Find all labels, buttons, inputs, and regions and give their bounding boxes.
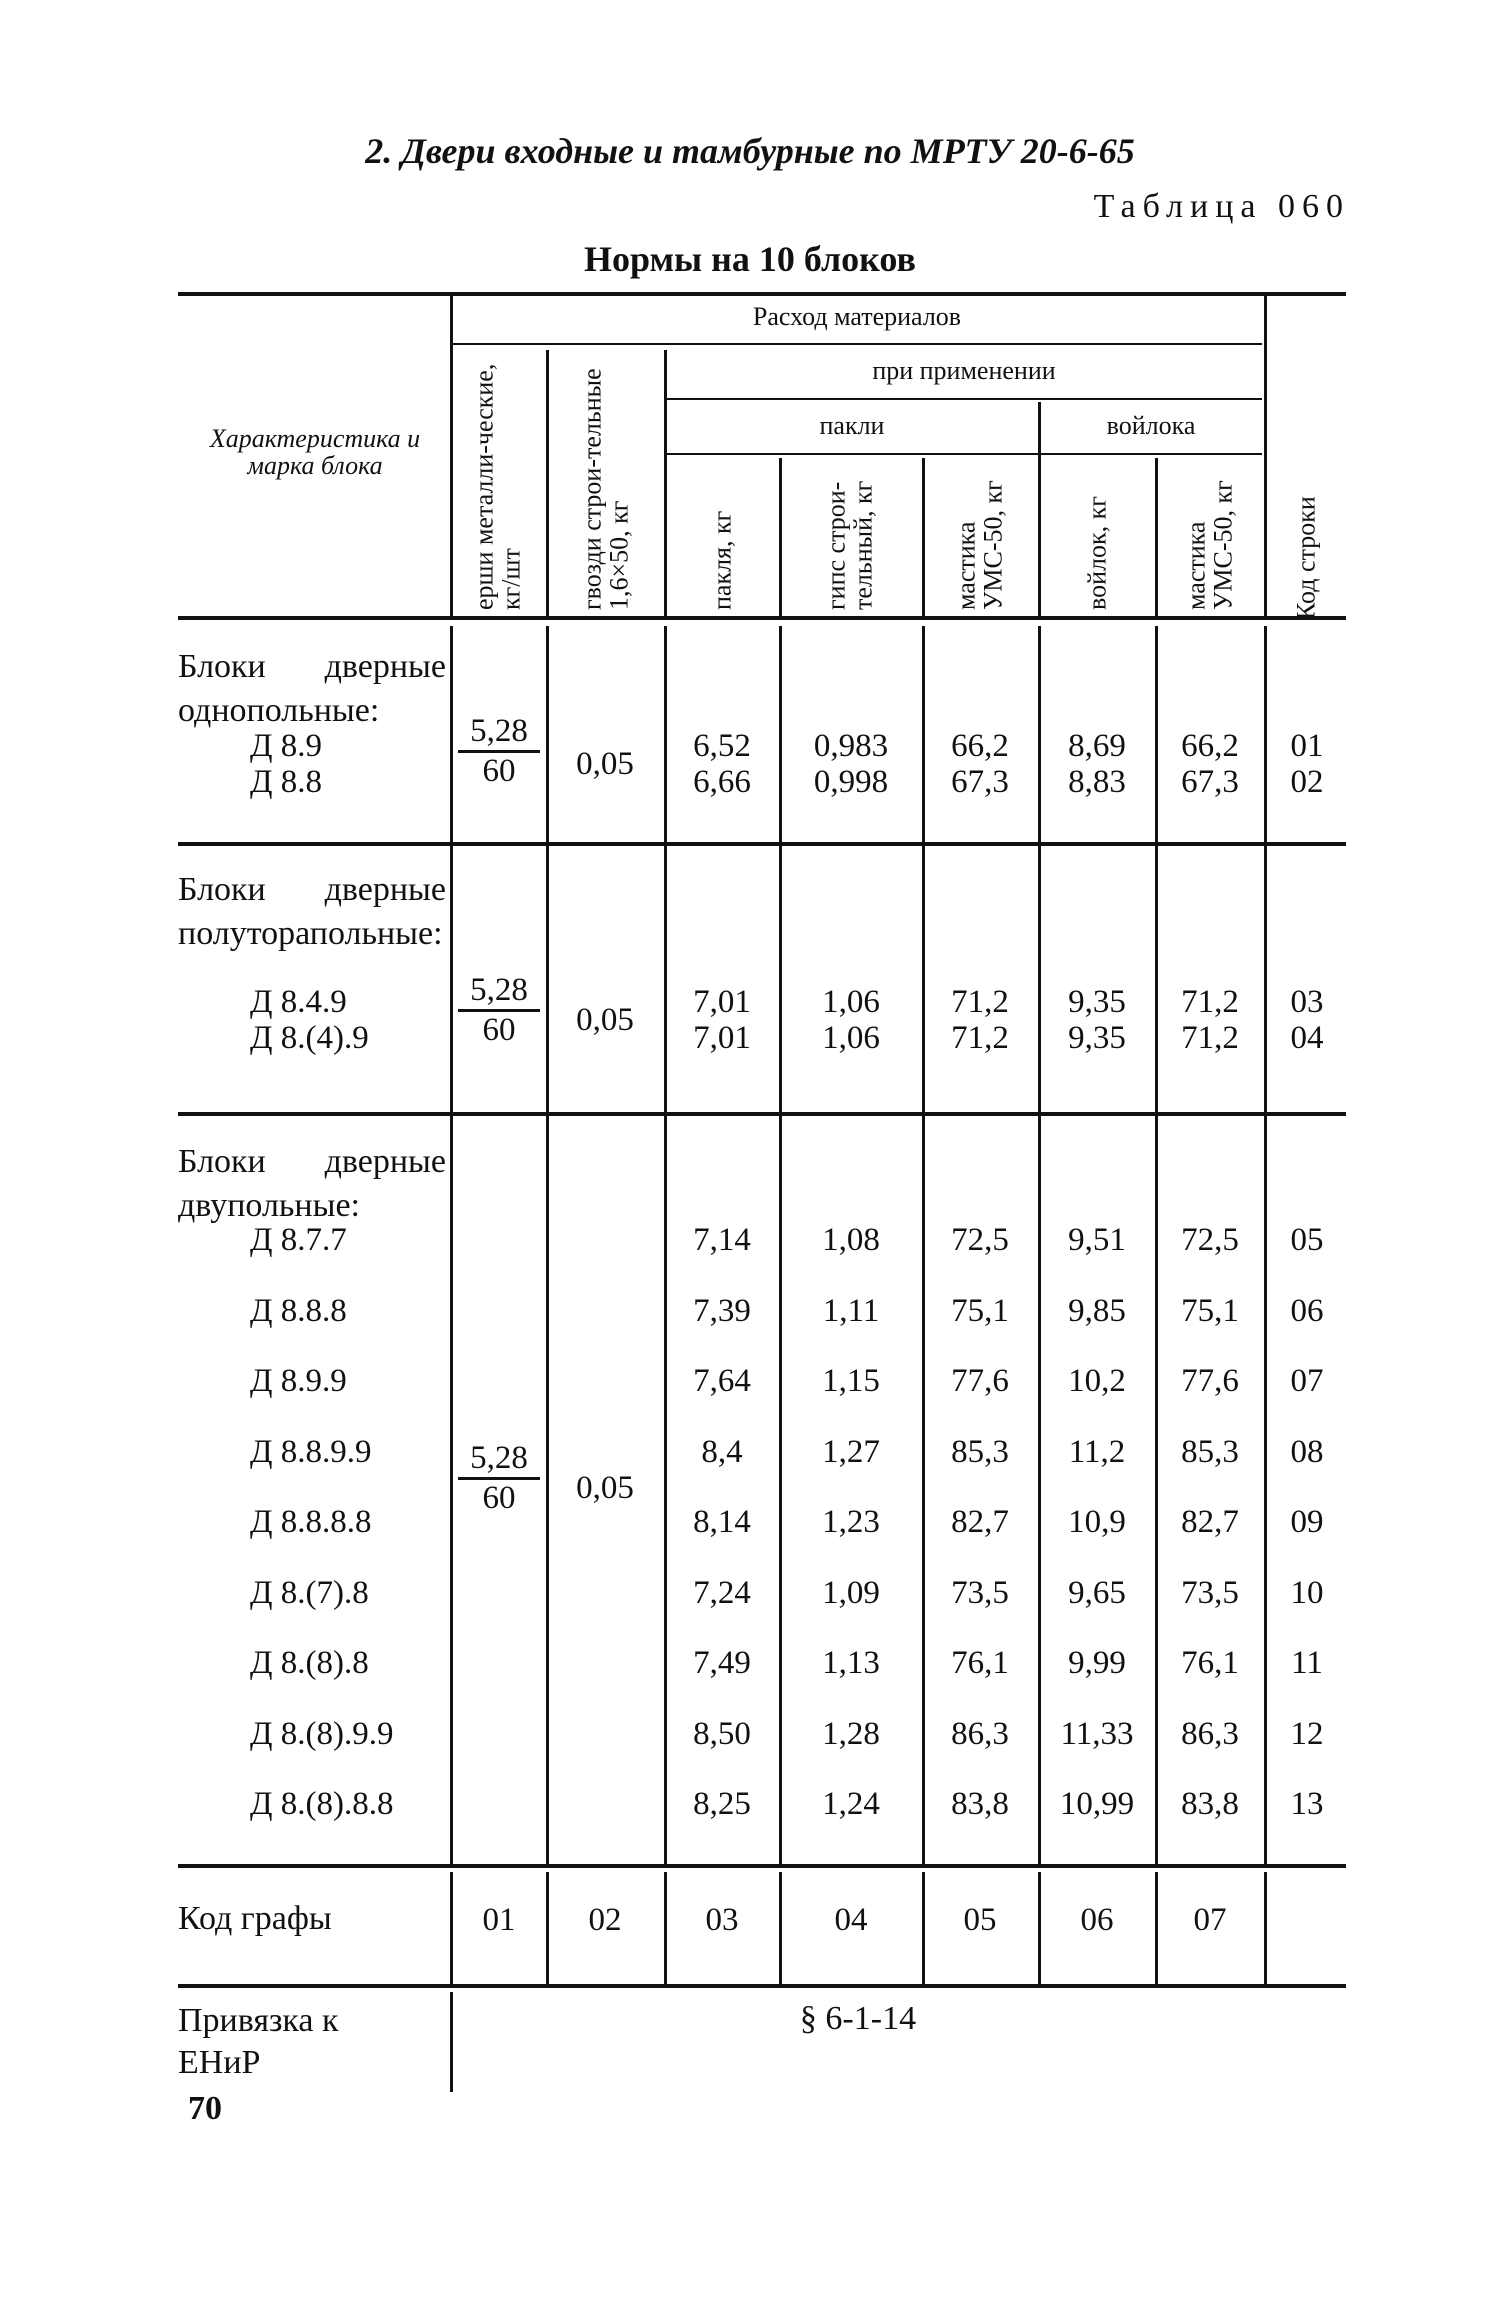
voilok-value: 10,9 bbox=[1068, 1504, 1126, 1540]
ershi-value bbox=[458, 713, 540, 790]
gips-value: 1,27 bbox=[822, 1433, 880, 1470]
mastika1-value: 85,3 bbox=[951, 1433, 1009, 1470]
voilok-value: 9,51 bbox=[1068, 1222, 1126, 1258]
row-code: 13 bbox=[1290, 1786, 1324, 1822]
ershi-value bbox=[458, 1440, 540, 1517]
header-divider bbox=[546, 350, 549, 616]
gips-value: 1,08 bbox=[822, 1222, 880, 1258]
row-code: 01 bbox=[1290, 728, 1324, 764]
materials-rule bbox=[452, 343, 1262, 345]
pakla-value: 7,14 bbox=[693, 1222, 751, 1258]
voilok-value: 9,35 bbox=[1068, 1020, 1126, 1056]
mastika2-value: 77,6 bbox=[1181, 1363, 1239, 1399]
header-divider bbox=[450, 296, 453, 616]
col-code: 07 bbox=[1193, 1902, 1227, 1938]
row-mark: Д 8.(8).8 bbox=[250, 1645, 369, 1681]
pakla-value: 7,01 bbox=[693, 984, 751, 1020]
gvozdi-value: 0,05 bbox=[576, 1002, 634, 1038]
pakla-value: 7,24 bbox=[693, 1574, 751, 1611]
document-title: 2. Двери входные и тамбурные по МРТУ 20-6-65 bbox=[365, 131, 1135, 171]
gips-value: 1,24 bbox=[822, 1786, 880, 1822]
body-divider bbox=[664, 626, 667, 1864]
row-code: 07 bbox=[1290, 1363, 1324, 1399]
enir-value: § 6-1-14 bbox=[799, 2000, 917, 2037]
voilok-value: 11,33 bbox=[1060, 1715, 1134, 1752]
codes-divider bbox=[1264, 1872, 1267, 1984]
voilok-value: 8,83 bbox=[1068, 764, 1126, 800]
row-code: 02 bbox=[1290, 764, 1324, 800]
gips-value: 0,983 bbox=[813, 728, 889, 764]
header-with-use: при применении bbox=[872, 356, 1056, 385]
gips-value: 1,09 bbox=[822, 1574, 880, 1611]
mastika1-value: 66,2 bbox=[951, 728, 1009, 764]
pakla-value: 8,14 bbox=[693, 1504, 751, 1540]
ershi-numerator: 5,28 bbox=[470, 713, 528, 749]
pakla-value: 7,39 bbox=[693, 1292, 751, 1329]
body-divider bbox=[922, 626, 925, 1864]
header-col-mastika2: мастика УМС-50, кг bbox=[1181, 480, 1238, 610]
group3-bottom-rule bbox=[178, 1864, 1346, 1868]
voilok-value: 9,99 bbox=[1068, 1645, 1126, 1681]
header-col-pakla: пакля, кг bbox=[707, 510, 737, 610]
table-subtitle: Нормы на 10 блоков bbox=[584, 239, 916, 279]
col-code: 03 bbox=[705, 1902, 739, 1938]
table-number: Таблица 060 bbox=[1093, 188, 1350, 225]
header-col-voilok: войлок, кг bbox=[1082, 496, 1112, 610]
pakla-value: 7,49 bbox=[693, 1645, 751, 1681]
mastika2-value: 76,1 bbox=[1181, 1645, 1239, 1681]
header-col-code: Код строки bbox=[1291, 496, 1321, 620]
mastika2-value: 86,3 bbox=[1181, 1715, 1239, 1752]
pakla-value: 7,64 bbox=[693, 1363, 751, 1399]
gips-value: 1,28 bbox=[822, 1715, 880, 1752]
body-divider bbox=[1038, 626, 1041, 1864]
body-divider bbox=[546, 626, 549, 1864]
header-divider bbox=[1155, 458, 1158, 616]
body-divider bbox=[450, 626, 453, 1864]
body-divider bbox=[779, 626, 782, 1864]
voilok-value: 10,2 bbox=[1068, 1363, 1126, 1399]
header-pakli: пакли bbox=[819, 411, 885, 440]
header-col-gvozdi: гвозди строи-тельные 1,6×50, кг bbox=[577, 368, 634, 610]
mastika2-value: 83,8 bbox=[1181, 1786, 1239, 1822]
gips-value: 0,998 bbox=[813, 764, 889, 800]
gvozdi-value: 0,05 bbox=[576, 1470, 634, 1506]
gips-value: 1,11 bbox=[822, 1292, 880, 1329]
header-characteristic: Характеристика и марка блока bbox=[209, 424, 421, 481]
row-code: 11 bbox=[1291, 1645, 1323, 1681]
pakla-value: 6,66 bbox=[693, 764, 751, 800]
group1-bottom-rule bbox=[178, 842, 1346, 846]
group-title: Блоки дверные однопольные: bbox=[178, 648, 446, 729]
pakla-value: 8,50 bbox=[693, 1715, 751, 1752]
ershi-denominator: 60 bbox=[482, 1480, 516, 1516]
row-mark: Д 8.(7).8 bbox=[250, 1574, 369, 1611]
header-col-gips: гипс строи-тельный, кг bbox=[821, 480, 878, 610]
row-mark: Д 8.8.8 bbox=[250, 1292, 347, 1329]
row-mark: Д 8.(8).8.8 bbox=[250, 1786, 394, 1822]
subgroup-rule bbox=[666, 453, 1262, 455]
group-title: Блоки дверные полуторапольные: bbox=[178, 871, 446, 952]
page-number: 70 bbox=[188, 2090, 222, 2127]
row-mark: Д 8.(8).9.9 bbox=[250, 1715, 394, 1752]
row-code: 12 bbox=[1290, 1715, 1324, 1752]
mastika2-value: 71,2 bbox=[1181, 984, 1239, 1020]
table-top-rule bbox=[178, 292, 1346, 296]
body-divider bbox=[1264, 626, 1267, 1864]
row-mark: Д 8.(4).9 bbox=[250, 1020, 369, 1056]
voilok-value: 10,99 bbox=[1059, 1786, 1135, 1822]
mastika1-value: 71,2 bbox=[951, 984, 1009, 1020]
mastika1-value: 67,3 bbox=[951, 764, 1009, 800]
mastika1-value: 76,1 bbox=[951, 1645, 1009, 1681]
header-divider bbox=[1264, 296, 1267, 616]
pakla-value: 6,52 bbox=[693, 728, 751, 764]
ershi-denominator: 60 bbox=[482, 753, 516, 789]
codes-divider bbox=[664, 1872, 667, 1984]
gips-value: 1,13 bbox=[822, 1645, 880, 1681]
codes-divider bbox=[1038, 1872, 1041, 1984]
row-code: 03 bbox=[1290, 984, 1324, 1020]
mastika1-value: 75,1 bbox=[951, 1292, 1009, 1329]
mastika1-value: 71,2 bbox=[951, 1020, 1009, 1056]
voilok-value: 9,65 bbox=[1068, 1574, 1126, 1611]
mastika2-value: 75,1 bbox=[1181, 1292, 1239, 1329]
header-col-mastika1: мастика УМС-50, кг bbox=[951, 480, 1008, 610]
mastika2-value: 73,5 bbox=[1181, 1574, 1239, 1611]
col-code: 06 bbox=[1080, 1902, 1114, 1938]
mastika2-value: 67,3 bbox=[1181, 764, 1239, 800]
application-rule bbox=[666, 398, 1262, 400]
row-mark: Д 8.9.9 bbox=[250, 1363, 347, 1399]
enir-label: Привязка к ЕНиР bbox=[178, 2002, 339, 2081]
row-code: 04 bbox=[1290, 1020, 1324, 1056]
group2-bottom-rule bbox=[178, 1112, 1346, 1116]
ershi-value bbox=[458, 972, 540, 1049]
header-bottom-rule bbox=[178, 616, 1346, 620]
voilok-value: 9,35 bbox=[1068, 984, 1126, 1020]
mastika1-value: 77,6 bbox=[951, 1363, 1009, 1399]
col-code: 02 bbox=[588, 1902, 622, 1938]
gips-value: 1,06 bbox=[822, 984, 880, 1020]
mastika2-value: 85,3 bbox=[1181, 1433, 1239, 1470]
mastika1-value: 83,8 bbox=[951, 1786, 1009, 1822]
gips-value: 1,23 bbox=[822, 1504, 880, 1540]
header-divider bbox=[779, 458, 782, 616]
row-code: 08 bbox=[1290, 1433, 1324, 1470]
codes-divider bbox=[546, 1872, 549, 1984]
voilok-value: 11,2 bbox=[1068, 1433, 1126, 1470]
pakla-value: 8,4 bbox=[701, 1433, 743, 1470]
row-code: 10 bbox=[1290, 1574, 1324, 1611]
pakla-value: 7,01 bbox=[693, 1020, 751, 1056]
row-mark: Д 8.4.9 bbox=[250, 984, 347, 1020]
mastika1-value: 86,3 bbox=[951, 1715, 1009, 1752]
header-col-ershi: ерши металли-ческие, кг/шт bbox=[469, 363, 526, 610]
header-divider bbox=[664, 350, 667, 616]
row-code: 06 bbox=[1290, 1292, 1324, 1329]
row-code: 05 bbox=[1290, 1222, 1324, 1258]
col-code: 01 bbox=[482, 1902, 516, 1938]
col-codes-label: Код графы bbox=[178, 1900, 332, 1937]
mastika1-value: 82,7 bbox=[951, 1504, 1009, 1540]
gips-value: 1,15 bbox=[822, 1363, 880, 1399]
row-mark: Д 8.9 bbox=[250, 728, 323, 764]
header-divider bbox=[922, 458, 925, 616]
group-title: Блоки дверные двупольные: bbox=[178, 1143, 446, 1224]
ershi-numerator: 5,28 bbox=[470, 972, 528, 1008]
codes-divider bbox=[922, 1872, 925, 1984]
mastika1-value: 73,5 bbox=[951, 1574, 1009, 1611]
mastika2-value: 82,7 bbox=[1181, 1504, 1239, 1540]
ershi-denominator: 60 bbox=[482, 1012, 516, 1048]
mastika1-value: 72,5 bbox=[951, 1222, 1009, 1258]
row-mark: Д 8.8.8.8 bbox=[250, 1504, 372, 1540]
mastika2-value: 72,5 bbox=[1181, 1222, 1239, 1258]
mastika2-value: 66,2 bbox=[1181, 728, 1239, 764]
row-mark: Д 8.8.9.9 bbox=[250, 1433, 372, 1470]
row-code: 09 bbox=[1290, 1504, 1324, 1540]
header-voiloka: войлока bbox=[1106, 411, 1196, 440]
body-divider bbox=[1155, 626, 1158, 1864]
mastika2-value: 71,2 bbox=[1181, 1020, 1239, 1056]
row-mark: Д 8.8 bbox=[250, 764, 323, 800]
gvozdi-value: 0,05 bbox=[576, 746, 634, 782]
gips-value: 1,06 bbox=[822, 1020, 880, 1056]
col-code: 04 bbox=[834, 1902, 868, 1938]
col-code: 05 bbox=[963, 1902, 997, 1938]
header-materials: Расход материалов bbox=[752, 302, 962, 331]
ershi-numerator: 5,28 bbox=[470, 1440, 528, 1476]
codes-divider bbox=[1155, 1872, 1158, 1984]
codes-divider bbox=[779, 1872, 782, 1984]
row-mark: Д 8.7.7 bbox=[250, 1222, 347, 1258]
voilok-value: 9,85 bbox=[1068, 1292, 1126, 1329]
codes-bottom-rule bbox=[178, 1984, 1346, 1988]
voilok-value: 8,69 bbox=[1068, 728, 1126, 764]
pakla-value: 8,25 bbox=[693, 1786, 751, 1822]
